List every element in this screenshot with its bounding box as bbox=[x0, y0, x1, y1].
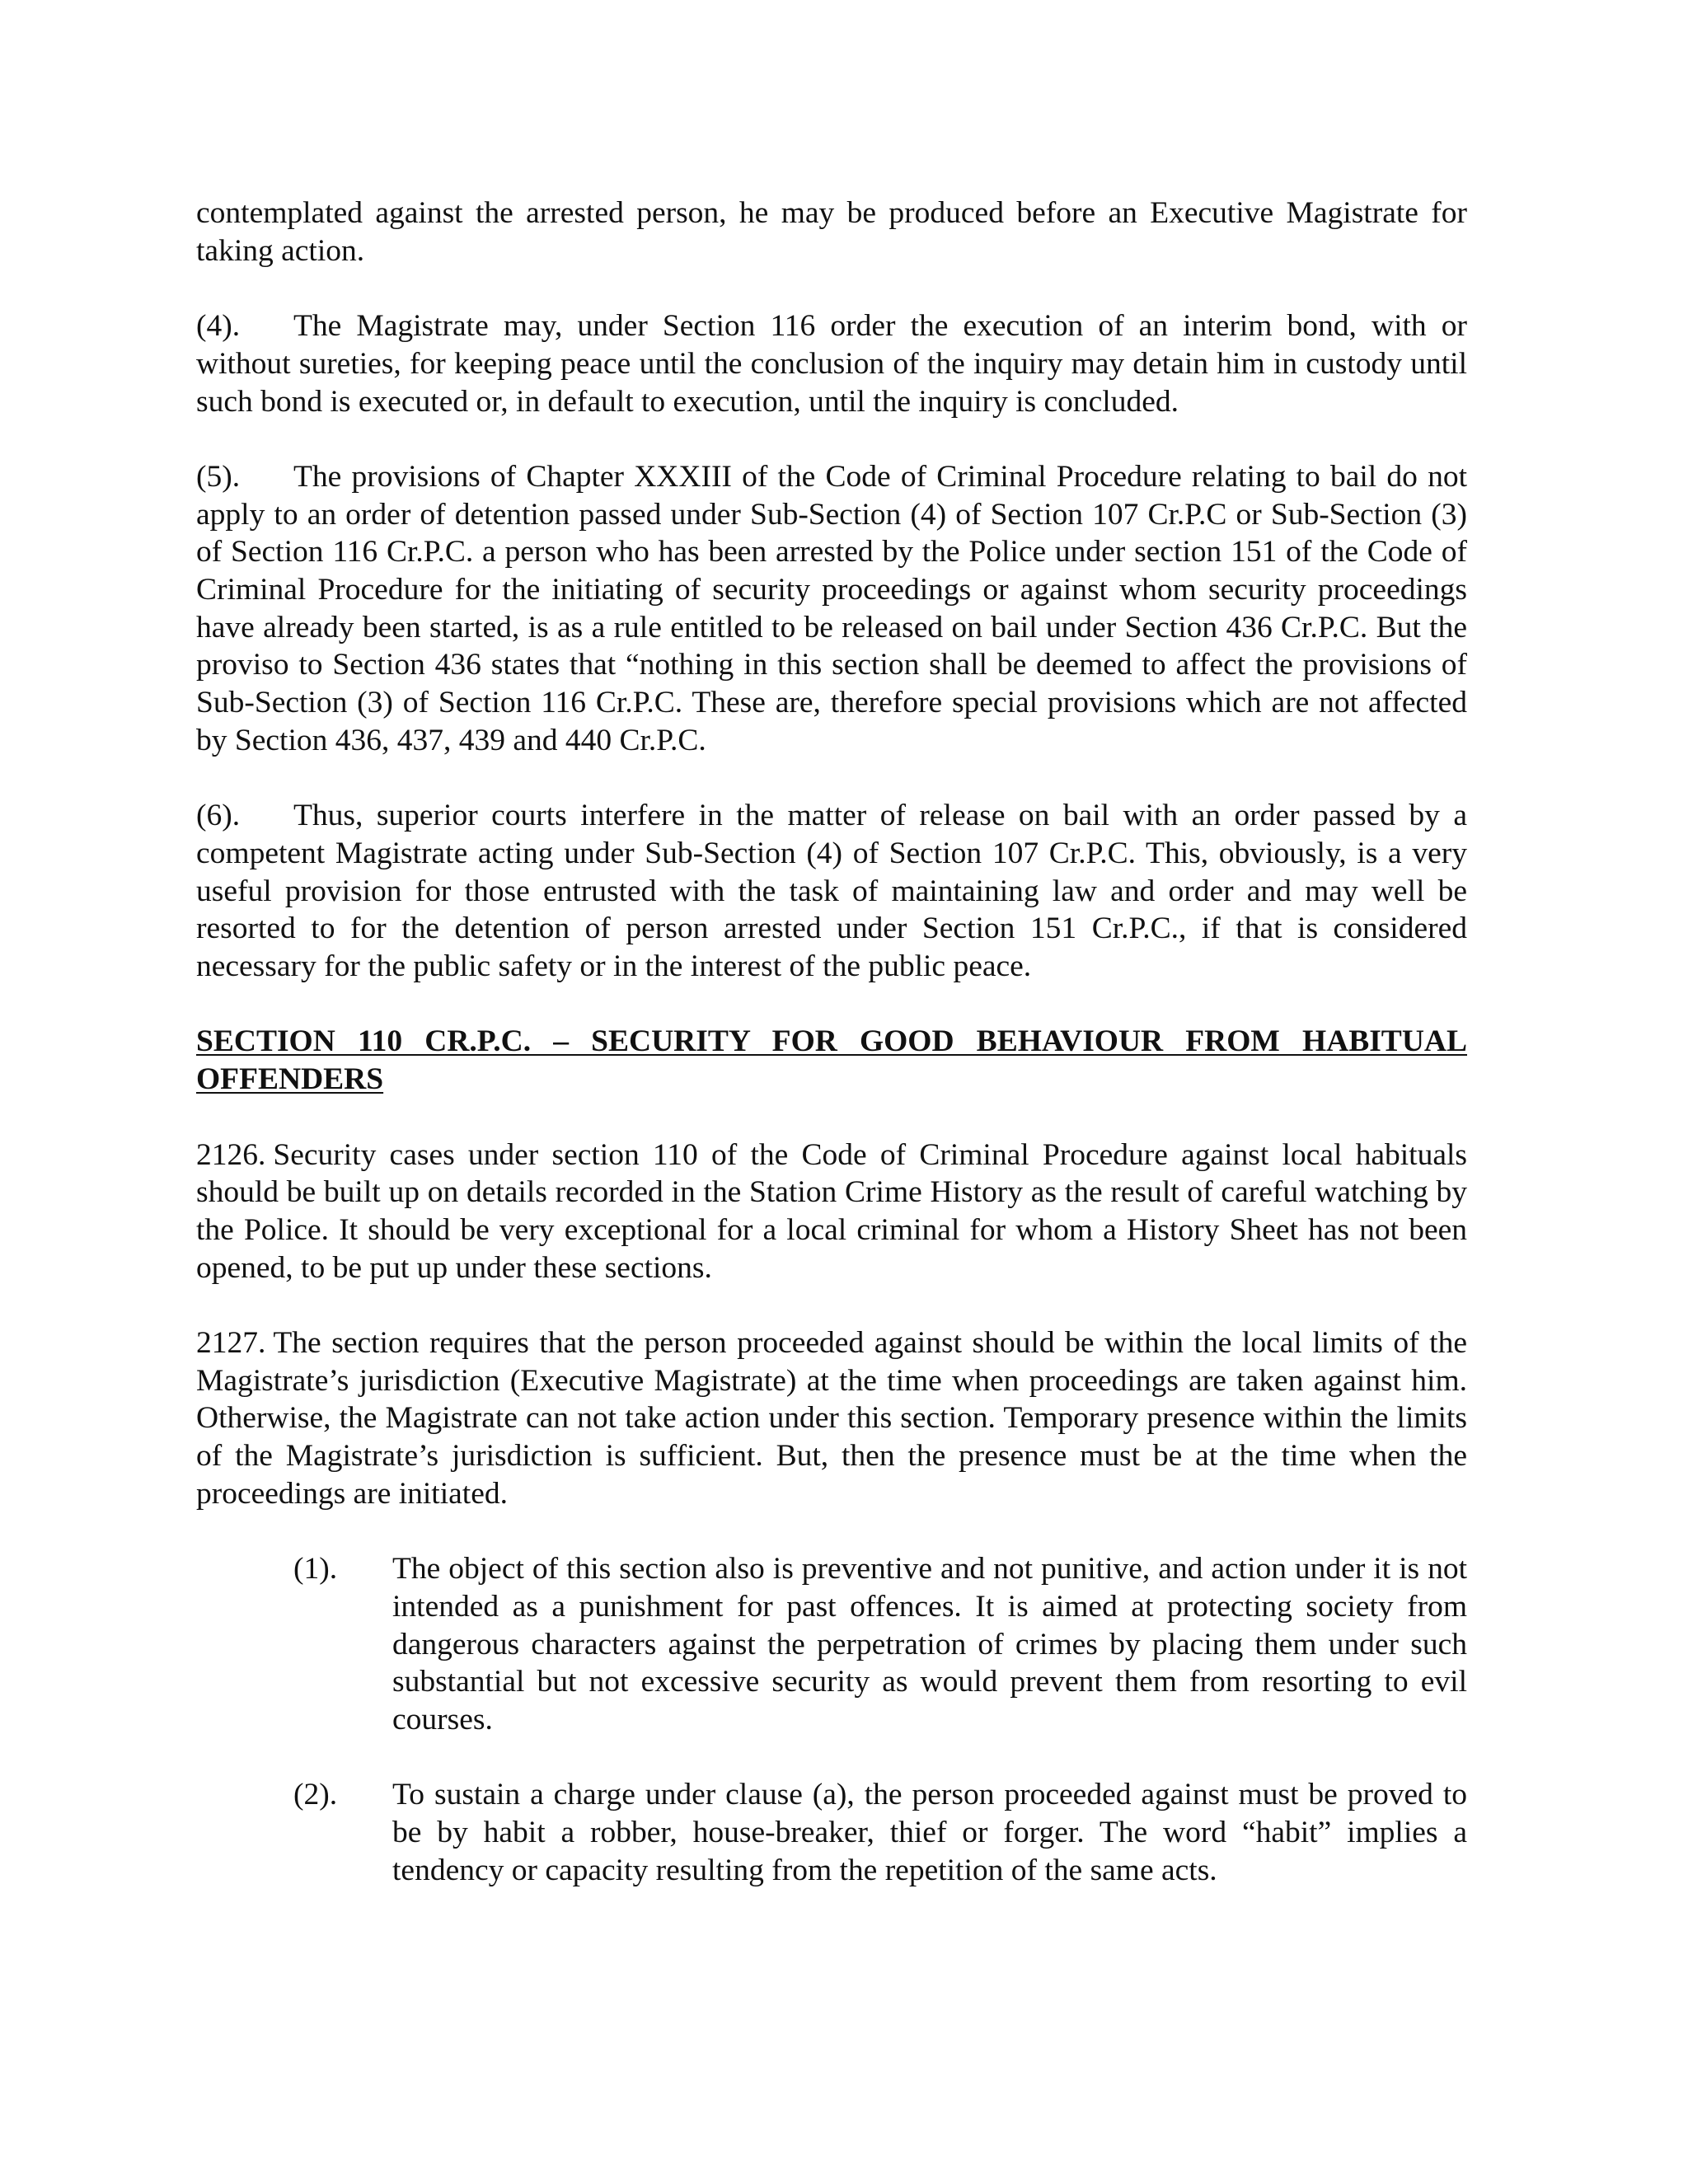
paragraph-text: The section requires that the person proceeded against should be within the local limits of the Magistrate’s jurisdiction (Executive Magistrate) at the time when proceedings are taken against him. Otherwise, the Magistrate can not take action under this section. Temporary presence within the limits of the Magistrate’s jurisdiction is sufficient. But, then the presence must be at the time when the proceedings are initiated. bbox=[196, 1326, 1467, 1511]
paragraph-number: (6). bbox=[196, 799, 241, 833]
sub-item-text: To sustain a charge under clause (a), the person proceeded against must be proved to be by habit a robber, house-breaker, thief or forger. The word “habit” implies a tendency or capacity resulting from the repetition of the same acts. bbox=[392, 1778, 1467, 1887]
document-page bbox=[196, 194, 1467, 1927]
paragraph-number: (5). bbox=[196, 459, 241, 494]
paragraph-5 bbox=[196, 458, 1467, 760]
paragraph-text: The provisions of Chapter XXXIII of the Code of Criminal Procedure relating to bail do not apply to an order of detention passed under Sub-Section (4) of Section 107 Cr.P.C or Sub-Section (3) of Section 116 Cr.P.C. a person who has been arrested by the Police under section 151 of the Code of Criminal Procedure for the initiating of security proceedings or against whom security proceedings have already been started, is as a rule entitled to be released on bail under Section 436 Cr.P.C. But the proviso to Section 436 states that “nothing in this section shall be deemed to affect the provisions of Sub-Section (3) of Section 116 Cr.P.C. These are, therefore special provisions which are not affected by Section 436, 437, 439 and 440 Cr.P.C. bbox=[196, 459, 1467, 757]
sub-item-2 bbox=[196, 1776, 1467, 1889]
sub-item-text: The object of this section also is preventive and not punitive, and action under it is not intended as a punishment for past offences. It is aimed at protecting society from dangerous characters against the perpetration of crimes by placing them under such substantial but not excessive security as would prevent them from resorting to evil courses. bbox=[392, 1552, 1467, 1737]
paragraph-2126 bbox=[196, 1137, 1467, 1287]
paragraph-text: Thus, superior courts interfere in the matter of release on bail with an order passed by a competent Magistrate acting under Sub-Section (4) of Section 107 Cr.P.C. This, obviously, is a very useful provision for those entrusted with the task of maintaining law and order and may well be resorted to for the detention of person arrested under Section 151 Cr.P.C., if that is considered necessary for the public safety or in the interest of the public peace. bbox=[196, 799, 1467, 984]
paragraph-text: contemplated against the arrested person, he may be produced before an Executive Magistrate for taking action. bbox=[196, 196, 1467, 268]
sub-item-1 bbox=[196, 1550, 1467, 1739]
paragraph-number: (4). bbox=[196, 309, 241, 344]
paragraph-text: Security cases under section 110 of the Code of Criminal Procedure against local habituals should be built up on details recorded in the Station Crime History as the result of careful watching by the Police. It should be very exceptional for a local criminal for whom a History Sheet has not been opened, to be put up under these sections. bbox=[196, 1137, 1467, 1285]
paragraph-2127 bbox=[196, 1324, 1467, 1513]
paragraph-number: 2127. bbox=[196, 1326, 266, 1360]
paragraph-number: 2126. bbox=[196, 1137, 266, 1172]
paragraph-continuation bbox=[196, 194, 1467, 269]
paragraph-4 bbox=[196, 307, 1467, 420]
section-heading: SECTION 110 CR.P.C. – SECURITY FOR GOOD BEHAVIOUR FROM HABITUAL OFFENDERS bbox=[196, 1024, 1467, 1097]
paragraph-6 bbox=[196, 797, 1467, 986]
sub-item-number: (2). bbox=[293, 1778, 338, 1812]
sub-item-number: (1). bbox=[293, 1552, 338, 1586]
paragraph-text: The Magistrate may, under Section 116 order the execution of an interim bond, with or without sureties, for keeping peace until the conclusion of the inquiry may detain him in custody until such bond is executed or, in default to execution, until the inquiry is concluded. bbox=[196, 309, 1467, 419]
